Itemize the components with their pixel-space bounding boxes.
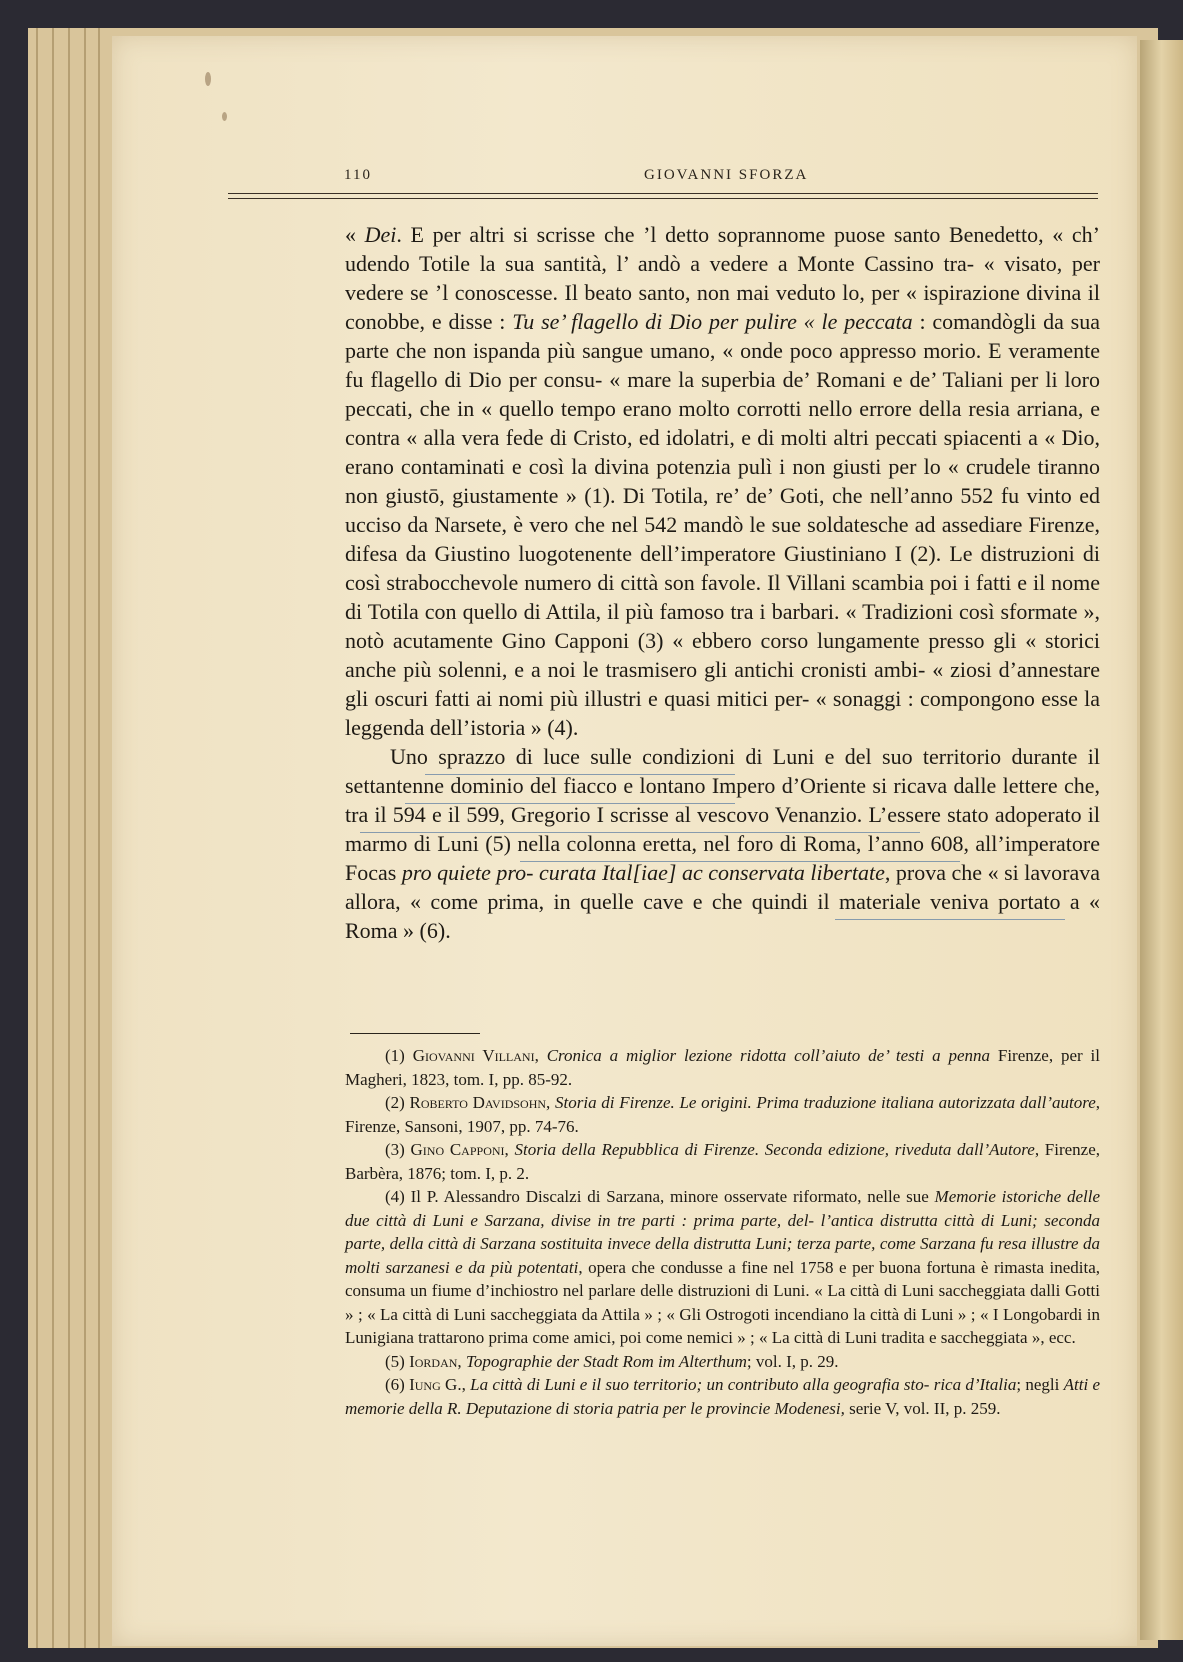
page-edge	[98, 28, 100, 1648]
ink-spot	[205, 72, 211, 86]
pencil-underline	[520, 861, 960, 862]
running-head: GIOVANNI SFORZA	[644, 167, 809, 183]
pencil-underline	[405, 803, 735, 804]
text-run: Atti e memorie della R. Deputazione di storia patria per le provincie Modenesi,	[345, 1375, 1101, 1418]
text-run: Storia di Firenze. Le origini. Prima traduzione italiana autorizzata dall’autore	[555, 1093, 1096, 1112]
text-run: (6)	[385, 1375, 410, 1394]
text-run: Cronica a miglior lezione ridotta coll’aiuto de’ testi a penna	[546, 1046, 990, 1065]
text-run: Giovanni Villani	[412, 1046, 535, 1065]
page-edge	[36, 28, 38, 1648]
text-run: Uno sprazzo di luce sulle condizioni di Luni e del suo territorio durante il settantenne dominio del fiacco e lontano Impero d’Oriente si ricava dalle lettere che, tra il 594 e il 599, Gregorio I scrisse al vescovo Venanzio. L’essere stato adoperato il marmo di Luni (5) nella colonna eretta, nel foro di Roma, l’anno 608, all’imperatore Focas	[345, 744, 1100, 885]
footnote-3: (3) Gino Capponi, Storia della Repubblica di Firenze. Seconda edizione, riveduta dall’Autore, Firenze, Barbèra, 1876; tom. I, p. 2.	[345, 1140, 1100, 1183]
text-run: , Firenze, Barbèra, 1876; tom. I, p. 2.	[345, 1140, 1100, 1183]
text-run: , opera che condusse a fine nel 1758 e per buona fortuna è rimasta inedita, consuma un fiume d’inchiostro nel parlare delle distruzioni di Luni. « La città di Luni saccheggiata dalli Gotti » ; « La città di Luni saccheggiata da Attila » ; « Gli Ostrogoti incendiano la città di Luni » ; « I Longobardi in Lunigiana trattarono prima come amici, poi come nemici » ; « La città di Luni tradita e saccheggiata », ecc.	[345, 1257, 1101, 1347]
text-run: Topographie der Stadt Rom im Alterthum	[465, 1351, 747, 1371]
ink-spot	[222, 112, 227, 121]
text-run: Iung G.	[409, 1375, 462, 1394]
text-run: (3)	[385, 1140, 411, 1159]
main-text	[345, 220, 1100, 945]
facing-page-edge	[1140, 40, 1183, 1640]
text-run: (4) Il P. Alessandro Discalzi di Sarzana, minore osservate riformato, nelle sue	[385, 1187, 935, 1206]
text-run: Storia della Repubblica di Firenze. Seconda edizione, riveduta dall’Autore	[514, 1140, 1035, 1159]
footnotes	[345, 1044, 1100, 1420]
page-edge	[52, 28, 54, 1648]
page-header	[228, 163, 1098, 191]
footnote-5: (5) Iordan, Topographie der Stadt Rom im Alterthum; vol. I, p. 29.	[385, 1351, 839, 1371]
text-run: (2)	[385, 1093, 410, 1112]
page-edge	[84, 28, 86, 1648]
text-run: La città di Luni e il suo territorio; un contributo alla geografia sto- rica d’Italia	[470, 1375, 1017, 1394]
text-run: ; vol. I, p. 29.	[746, 1351, 839, 1371]
header-rule	[228, 193, 1098, 194]
text-run: «	[345, 222, 365, 247]
paragraph	[345, 220, 1100, 742]
text-run: Iordan	[409, 1351, 458, 1371]
footnote-4	[345, 1185, 1100, 1350]
pencil-underline	[835, 919, 1065, 920]
footnote-6: (6) Iung G., La città di Luni e il suo territorio; un contributo alla geografia sto- rica d’Italia; negli Atti e memorie della R. Deputazione di storia patria per le provincie Modenesi, serie V, vol. II, p. 259.	[345, 1375, 1101, 1418]
footnote-2: (2) Roberto Davidsohn, Storia di Firenze. Le origini. Prima traduzione italiana autorizzata dall’autore, Firenze, Sansoni, 1907, pp. 74-76.	[345, 1093, 1100, 1136]
text-run: Memorie istoriche delle due città di Luni e Sarzana, divise in tre parti : prima parte, del- l’antica distrutta città di Luni; seconda parte, della città di Sarzana sostituita invece della distrutta Luni; terza parte, come Sarzana fu resa illustre da molti sarzanesi e da più potentati	[345, 1187, 1100, 1277]
page-edge	[68, 28, 70, 1648]
pencil-underline	[360, 832, 920, 833]
text-run: serie V, vol. II, p. 259.	[844, 1398, 1001, 1418]
text-run: Tu se’ flagello di Dio per pulire « le peccata	[512, 309, 913, 334]
paragraph	[345, 742, 1100, 945]
text-run: Gino Capponi	[410, 1140, 505, 1159]
text-run: . E per altri si scrisse che ’l detto soprannome puose santo Benedetto, « ch’ udendo Totile la sua santità, l’ andò a vedere a Monte Cassino tra- « visato, per vedere se ’l conoscesse. Il beato santo, non mai veduto lo, per « ispirazione divina il conobbe, e disse :	[345, 222, 1101, 334]
text-run: : comandògli da sua parte che non ispanda più sangue umano, « onde poco appresso morio. E veramente fu flagello di Dio per consu- « mare la superbia de’ Romani e de’ Taliani per li loro peccati, che in « quello tempo erano molto corrotti nello errore della resia arriana, e contra « alla vera fede di Cristo, ed idolatri, e di molti altri peccati spiacenti a « Dio, erano contaminati e così la divina potenzia pulì i non giusti per lo « crudele tiranno non giustō, giustamente » (1). Di Totila, re’ de’ Goti, che nell’anno 552 fu vinto ed ucciso da Narsete, è vero che nel 542 mandò le sue soldatesche ad assediare Firenze, difesa da Giustino luogotenente dell’imperatore Giustiniano I (2). Le distruzioni di così strabocchevole numero di città son favole. Il Villani scambia poi i fatti e il nome di Totila con quello di Attila, il più famoso tra i barbari. « Tradizioni così sformate », notò acutamente Gino Capponi (3) « ebbero corso lungamente presso gli « storici anche più solenni, e a noi le trasmisero gli antichi cronisti ambi- « ziosi d’annestare gli oscuri fatti ai nomi più illustri e quasi mitici per- « sonaggi : compongono esse la leggenda dell’istoria » (4).	[345, 309, 1100, 740]
text-run: Dei	[364, 222, 397, 247]
header-rule	[228, 198, 1098, 199]
text-run: pro quiete pro- curata Ital[iae] ac conservata libertate	[401, 860, 885, 885]
text-run: ; negli	[1016, 1375, 1064, 1394]
text-run: (1)	[385, 1046, 413, 1065]
text-run: (5)	[385, 1351, 410, 1371]
pencil-underline	[425, 774, 735, 775]
text-run: , Firenze, Sansoni, 1907, pp. 74-76.	[345, 1093, 1100, 1136]
text-run: Roberto Davidsohn	[409, 1093, 547, 1112]
text-run: Firenze, per il Magheri, 1823, tom. I, pp. 85-92.	[345, 1046, 1100, 1089]
footnote-rule	[350, 1033, 480, 1034]
page-number: 110	[344, 167, 372, 183]
footnote-1: (1) Giovanni Villani, Cronica a miglior lezione ridotta coll’aiuto de’ testi a penna Firenze, per il Magheri, 1823, tom. I, pp. 85-92.	[345, 1046, 1100, 1089]
text-run: , prova che « si lavorava allora, « come prima, in quelle cave e che quindi il materiale veniva portato a « Roma » (6).	[345, 860, 1101, 943]
